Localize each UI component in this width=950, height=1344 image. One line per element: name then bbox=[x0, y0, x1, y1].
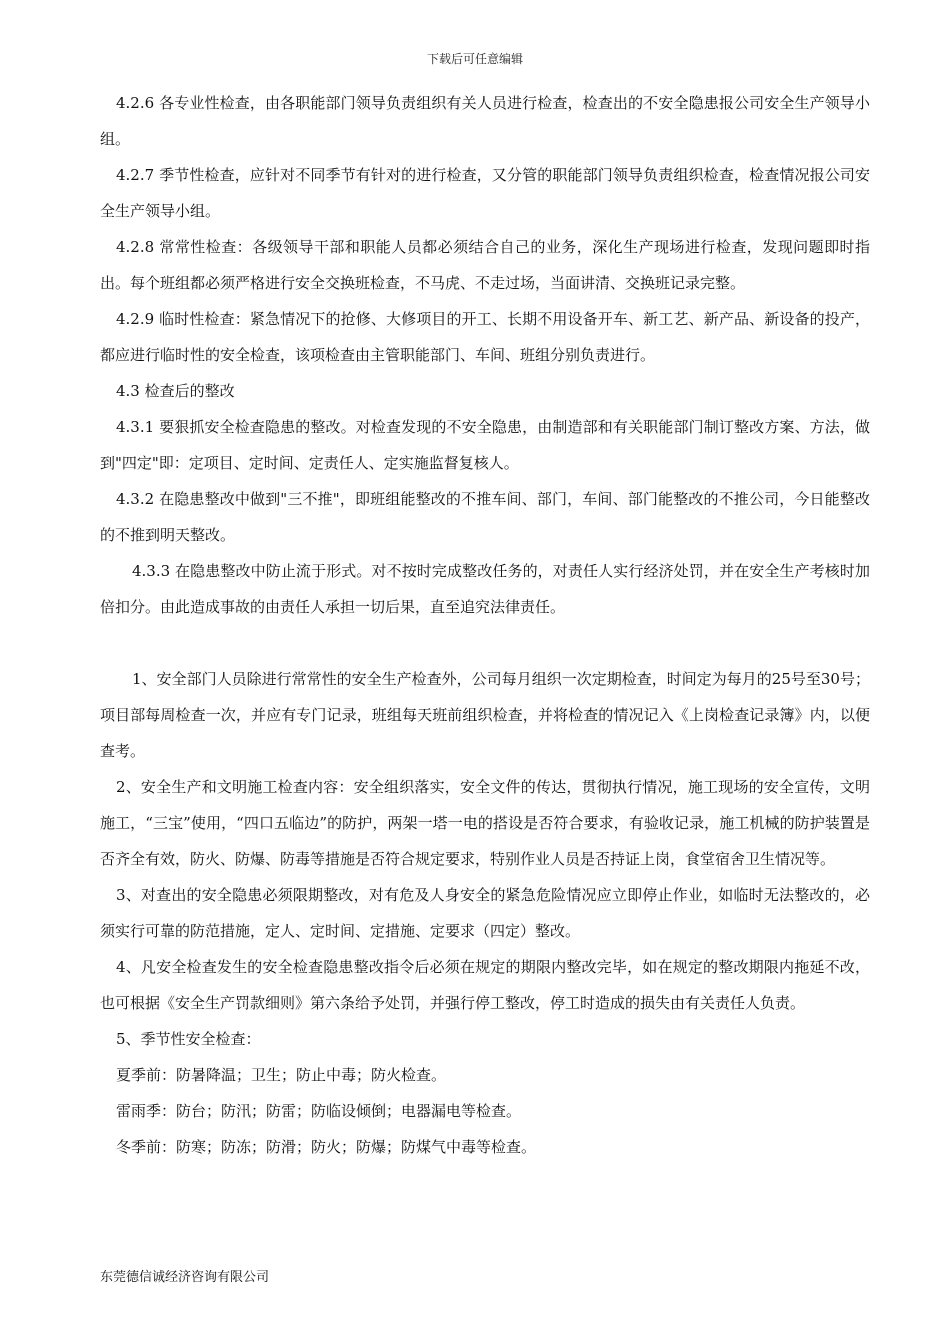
page-header: 下载后可任意编辑 bbox=[426, 52, 523, 66]
item-4: 4、凡安全检查发生的安全检查隐患整改指令后必须在规定的期限内整改完毕，如在规定的整改期限内拖延不改，也可根据《安全生产罚款细则》第六条给予处罚，并强行停工整改，停工时造成的损失由有关责任人负责。 bbox=[100, 958, 870, 1012]
clause-4-2-8: 4.2.8 常常性检查：各级领导干部和职能人员都必须结合自己的业务，深化生产现场进行检查，发现问题即时指出。每个班组都必须严格进行安全交换班检查，不马虎、不走过场，当面讲清、交换班记录完整。 bbox=[100, 238, 870, 292]
item-3: 3、对查出的安全隐患必须限期整改，对有危及人身安全的紧急危险情况应立即停止作业，如临时无法整改的，必须实行可靠的防范措施，定人、定时间、定措施、定要求（四定）整改。 bbox=[100, 886, 870, 940]
item-5-heading: 5、季节性安全检查： bbox=[116, 1030, 261, 1048]
paragraph-spacer bbox=[100, 625, 870, 661]
clause-4-3-1: 4.3.1 要狠抓安全检查隐患的整改。对检查发现的不安全隐患，由制造部和有关职能部门制订整改方案、方法，做到"四定"即：定项目、定时间、定责任人、定实施监督复核人。 bbox=[100, 418, 870, 472]
item-1: 1、安全部门人员除进行常常性的安全生产检查外，公司每月组织一次定期检查，时间定为每月的25号至30号；项目部每周检查一次，并应有专门记录，班组每天班前组织检查，并将检查的情况记入《上岗检查记录簿》内，以便查考。 bbox=[100, 670, 870, 760]
summer-check: 夏季前：防暑降温；卫生；防止中毒；防火检查。 bbox=[116, 1066, 447, 1084]
section-4-3-heading: 4.3 检查后的整改 bbox=[116, 382, 235, 400]
clause-4-2-7: 4.2.7 季节性检查，应针对不同季节有针对的进行检查，又分管的职能部门领导负责组织检查，检查情况报公司安全生产领导小组。 bbox=[100, 166, 870, 220]
winter-check: 冬季前：防寒；防冻；防滑；防火；防爆；防煤气中毒等检查。 bbox=[116, 1138, 537, 1156]
item-2: 2、安全生产和文明施工检查内容：安全组织落实，安全文件的传达，贯彻执行情况，施工现场的安全宣传，文明施工，“三宝”使用，“四口五临边”的防护，两架一塔一电的搭设是否符合要求，有验收记录，施工机械的防护装置是否齐全有效，防火、防爆、防毒等措施是否符合规定要求，特别作业人员是否持证上岗，食堂宿舍卫生情况等。 bbox=[100, 778, 870, 868]
document-body bbox=[100, 85, 870, 1165]
rainy-season-check: 雷雨季：防台；防汛；防雷；防临设倾倒；电器漏电等检查。 bbox=[116, 1102, 522, 1120]
page-footer: 东莞德信诚经济咨询有限公司 bbox=[100, 1270, 270, 1285]
clause-4-2-6: 4.2.6 各专业性检查，由各职能部门领导负责组织有关人员进行检查，检查出的不安全隐患报公司安全生产领导小组。 bbox=[100, 94, 870, 148]
clause-4-3-2: 4.3.2 在隐患整改中做到"三不推"，即班组能整改的不推车间、部门，车间、部门能整改的不推公司，今日能整改的不推到明天整改。 bbox=[100, 490, 870, 544]
clause-4-3-3: 4.3.3 在隐患整改中防止流于形式。对不按时完成整改任务的，对责任人实行经济处罚，并在安全生产考核时加倍扣分。由此造成事故的由责任人承担一切后果，直至追究法律责任。 bbox=[100, 562, 870, 616]
clause-4-2-9: 4.2.9 临时性检查：紧急情况下的抢修、大修项目的开工、长期不用设备开车、新工艺、新产品、新设备的投产，都应进行临时性的安全检查，该项检查由主管职能部门、车间、班组分别负责进行。 bbox=[100, 310, 870, 364]
